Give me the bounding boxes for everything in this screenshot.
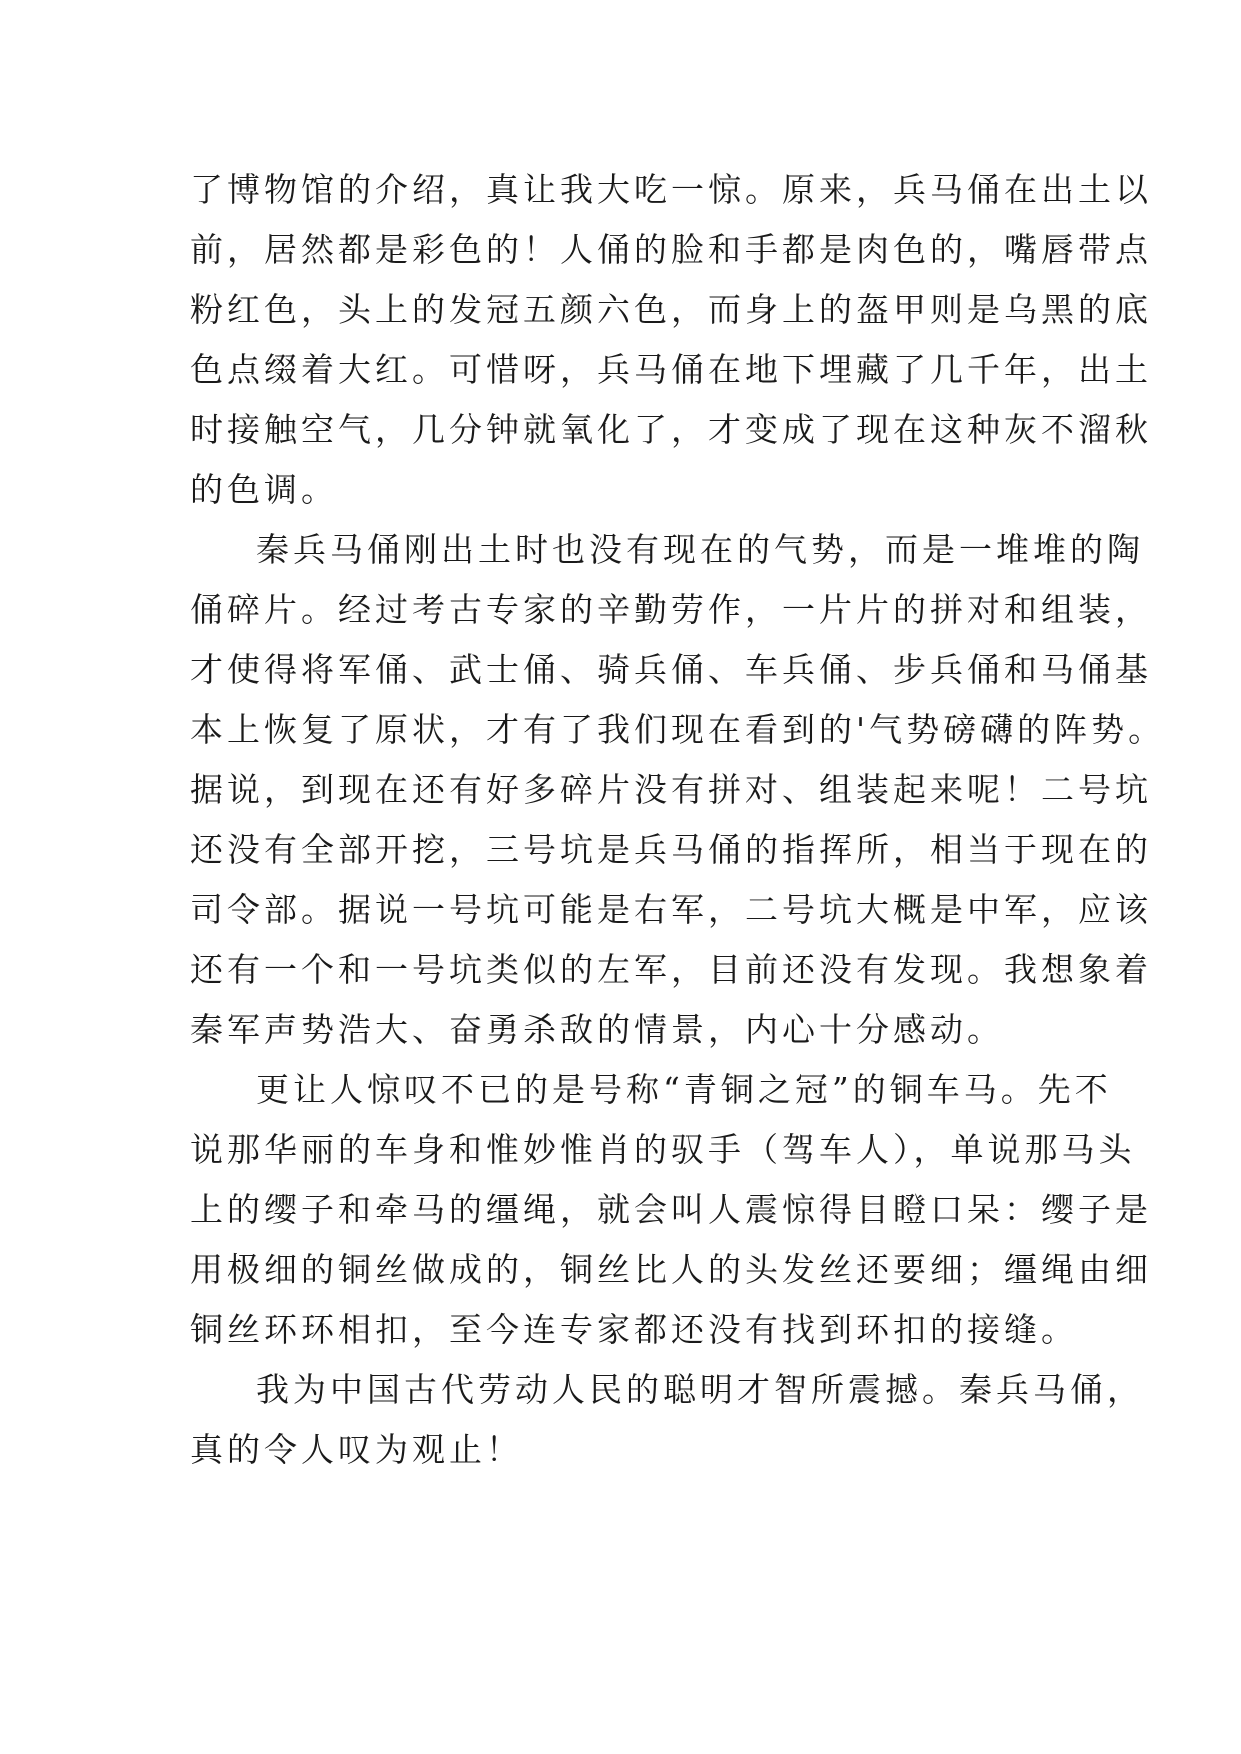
- text-line: 了博物馆的介绍，真让我大吃一惊。原来，兵马俑在出土以: [190, 170, 1152, 209]
- text-line: 真的令人叹为观止！: [190, 1430, 523, 1469]
- text-line: 秦军声势浩大、奋勇杀敌的情景，内心十分感动。: [190, 1010, 1004, 1049]
- text-line: 用极细的铜丝做成的，铜丝比人的头发丝还要细；缰绳由细: [190, 1250, 1152, 1289]
- body-text: [190, 160, 1166, 1480]
- text-line: 还有一个和一号坑类似的左军，目前还没有发现。我想象着: [190, 950, 1152, 989]
- text-line: 前，居然都是彩色的！人俑的脸和手都是肉色的，嘴唇带点: [190, 230, 1152, 269]
- text-line: 我为中国古代劳动人民的聪明才智所震撼。秦兵马俑，: [256, 1370, 1144, 1409]
- text-line: 更让人惊叹不已的是号称“青铜之冠”的铜车马。先不: [256, 1070, 1112, 1109]
- text-line: 时接触空气，几分钟就氧化了，才变成了现在这种灰不溜秋: [190, 410, 1152, 449]
- text-line: 色点缀着大红。可惜呀，兵马俑在地下埋藏了几千年，出土: [190, 350, 1152, 389]
- text-line: 本上恢复了原状，才有了我们现在看到的'气势磅礴的阵势。: [190, 710, 1166, 749]
- text-line: 铜丝环环相扣，至今连专家都还没有找到环扣的接缝。: [190, 1310, 1078, 1349]
- text-line: 秦兵马俑刚出土时也没有现在的气势，而是一堆堆的陶: [256, 530, 1144, 569]
- text-line: 上的缨子和牵马的缰绳，就会叫人震惊得目瞪口呆：缨子是: [190, 1190, 1152, 1229]
- text-line: 才使得将军俑、武士俑、骑兵俑、车兵俑、步兵俑和马俑基: [190, 650, 1152, 689]
- text-line: 说那华丽的车身和惟妙惟肖的驭手（驾车人），单说那马头: [190, 1130, 1136, 1169]
- text-line: 据说，到现在还有好多碎片没有拼对、组装起来呢！二号坑: [190, 770, 1152, 809]
- text-line: 还没有全部开挖，三号坑是兵马俑的指挥所，相当于现在的: [190, 830, 1152, 869]
- text-line: 俑碎片。经过考古专家的辛勤劳作，一片片的拼对和组装，: [190, 590, 1152, 629]
- text-line: 司令部。据说一号坑可能是右军，二号坑大概是中军，应该: [190, 890, 1152, 929]
- text-line: 的色调。: [190, 470, 338, 509]
- text-line: 粉红色，头上的发冠五颜六色，而身上的盔甲则是乌黑的底: [190, 290, 1152, 329]
